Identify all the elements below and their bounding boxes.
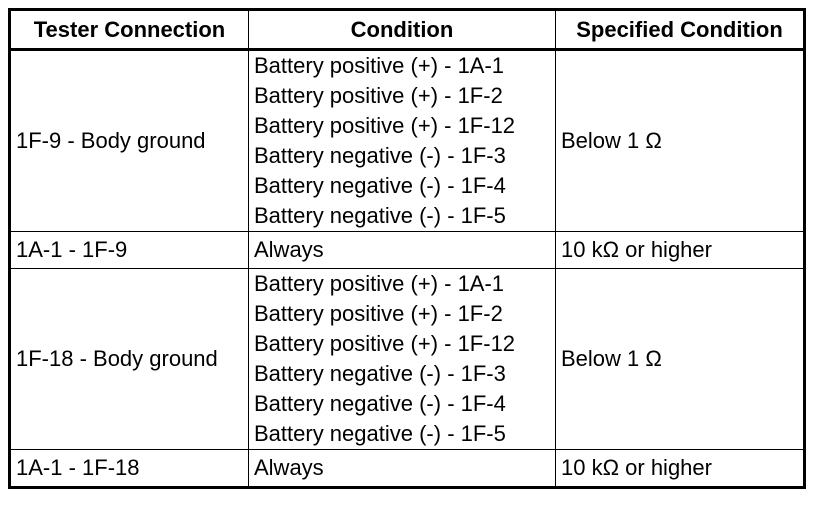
table-row bbox=[10, 50, 805, 232]
tester-connection-cell: 1F-18 - Body ground bbox=[10, 269, 249, 450]
specified-condition-cell: 10 kΩ or higher bbox=[556, 450, 805, 488]
condition-line: Battery positive (+) - 1A-1 bbox=[254, 53, 505, 78]
condition-line: Battery negative (-) - 1F-4 bbox=[254, 391, 506, 416]
condition-line: Battery positive (+) - 1F-12 bbox=[254, 331, 516, 356]
specified-condition-cell: Below 1 Ω bbox=[556, 50, 805, 232]
condition-line: Battery negative (-) - 1F-5 bbox=[254, 203, 506, 228]
condition-cell bbox=[249, 269, 556, 450]
header-tester-connection: Tester Connection bbox=[10, 10, 249, 50]
inspection-spec-table bbox=[8, 8, 806, 489]
specified-condition-cell: 10 kΩ or higher bbox=[556, 232, 805, 269]
condition-line: Battery positive (+) - 1F-2 bbox=[254, 83, 503, 108]
table-row bbox=[10, 269, 805, 450]
header-row bbox=[10, 10, 805, 50]
condition-line: Battery negative (-) - 1F-3 bbox=[254, 143, 506, 168]
condition-line: Battery negative (-) - 1F-3 bbox=[254, 361, 506, 386]
header-condition: Condition bbox=[249, 10, 556, 50]
condition-line: Battery positive (+) - 1F-12 bbox=[254, 113, 516, 138]
condition-cell bbox=[249, 50, 556, 232]
header-specified-condition: Specified Condition bbox=[556, 10, 805, 50]
tester-connection-cell: 1A-1 - 1F-9 bbox=[10, 232, 249, 269]
condition-line: Battery positive (+) - 1F-2 bbox=[254, 301, 503, 326]
tester-connection-cell: 1A-1 - 1F-18 bbox=[10, 450, 249, 488]
table-row bbox=[10, 450, 805, 488]
table-row bbox=[10, 232, 805, 269]
condition-line: Battery positive (+) - 1A-1 bbox=[254, 271, 505, 296]
specified-condition-cell: Below 1 Ω bbox=[556, 269, 805, 450]
condition-cell: Always bbox=[249, 232, 556, 269]
condition-line: Battery negative (-) - 1F-5 bbox=[254, 421, 506, 446]
tester-connection-cell: 1F-9 - Body ground bbox=[10, 50, 249, 232]
condition-line: Battery negative (-) - 1F-4 bbox=[254, 173, 506, 198]
condition-cell: Always bbox=[249, 450, 556, 488]
